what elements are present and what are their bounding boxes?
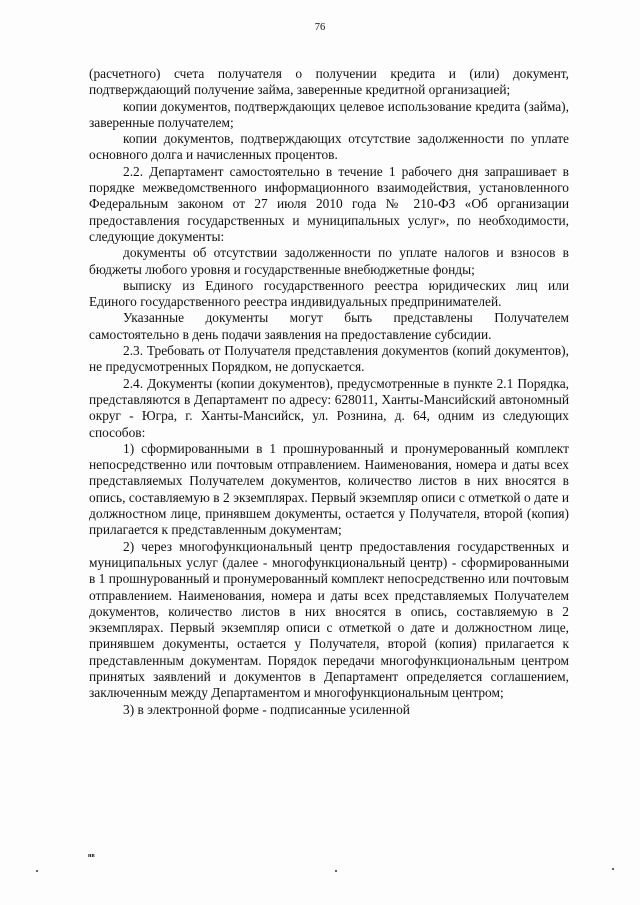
paragraph: 2.2. Департамент самостоятельно в течение 1 рабочего дня запрашивает в порядке межведомственного информационного взаимодействия, установленного Федеральным законом от 27 июля 2010 года № 210-ФЗ «Об организации предоставления государственных и муниципальных услуг», по необходимости, следующие документы: [89, 163, 569, 244]
scan-speck [612, 868, 614, 870]
paragraph: 2) через многофункциональный центр предоставления государственных и муниципальных услуг (далее - многофункциональный центр) - сформированными в 1 прошнурованный и пронумерованный комплект непосредственно или почтовым отправлением. Наименования, номера и даты всех представляемых Получателем документов, количество листов в них вносятся в опись, составляемую в 2 экземплярах. Первый экземпляр описи с отметкой о дате и должностном лице, принявшем документы, остается у Получателя, второй (копия) прилагается к представленным документам. Порядок передачи многофункциональным центром принятых заявлений и документов в Департамент определяется соглашением, заключенным между Департаментом и многофункциональным центром; [89, 538, 569, 701]
paragraph: 2.4. Документы (копии документов), предусмотренные в пункте 2.1 Порядка, представляются в Департамент по адресу: 628011, Ханты-Мансийский автономный округ - Югра, г. Ханты-Мансийск, ул. Рознина, д. 64, одним из следующих способов: [89, 375, 569, 440]
paragraph: (расчетного) счета получателя о получении кредита и (или) документ, подтверждающий получение займа, заверенные кредитной организацией; [89, 66, 569, 98]
scan-speck [335, 870, 337, 872]
paragraph: копии документов, подтверждающих отсутствие задолженности по уплате основного долга и начисленных процентов. [89, 131, 569, 163]
paragraph: Указанные документы могут быть представлены Получателем самостоятельно в день подачи заявления на предоставление субсидии. [89, 310, 569, 342]
scan-speck [36, 870, 38, 872]
paragraph: 3) в электронной форме - подписанные усиленной [123, 701, 410, 717]
paragraph: 1) сформированными в 1 прошнурованный и пронумерованный комплект непосредственно или почтовым отправлением. Наименования, номера и даты всех представляемых Получателем документов, количество листов в них вносятся в опись, составляемую в 2 экземплярах. Первый экземпляр описи с отметкой о дате и должностном лице, принявшем документы, остается у Получателя, второй (копия) прилагается к представленным документам; [89, 440, 569, 538]
paragraph: 2.3. Требовать от Получателя представления документов (копий документов), не предусмотренных Порядком, не допускается. [89, 343, 569, 375]
paragraph: документы об отсутствии задолженности по уплате налогов и взносов в бюджеты любого уровня и государственные внебюджетные фонды; [89, 245, 569, 277]
paragraph: копии документов, подтверждающих целевое использование кредита (займа), заверенные получателем; [89, 98, 569, 130]
footer-mark: нв [88, 853, 95, 859]
paragraph: выписку из Единого государственного реестра юридических лиц или Единого государственного реестра индивидуальных предпринимателей. [89, 277, 569, 310]
page-number: 76 [314, 22, 326, 33]
document-body [89, 66, 569, 718]
